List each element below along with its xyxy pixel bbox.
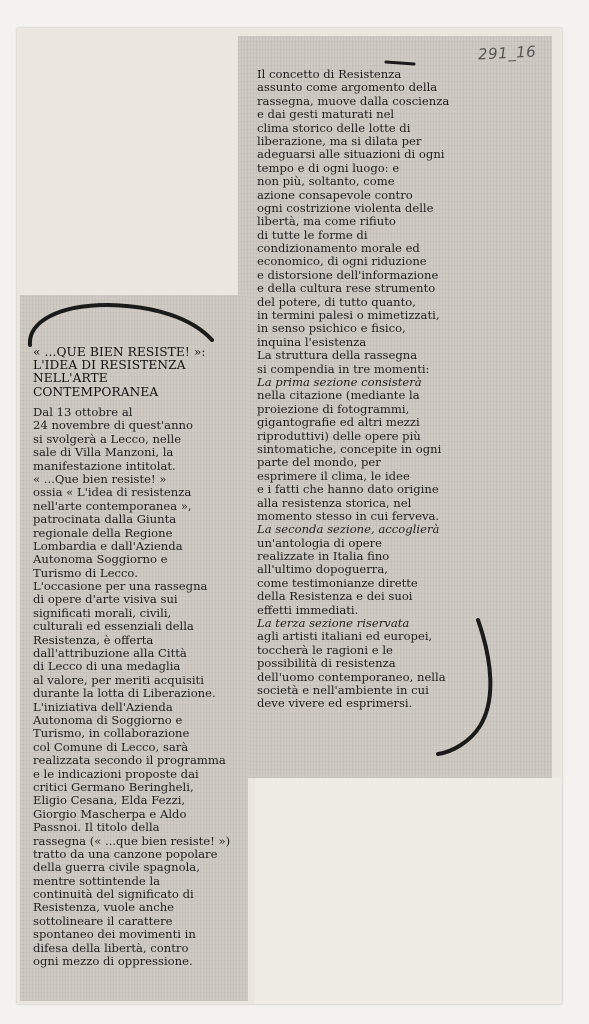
text-line: Resistenza, è offerta xyxy=(33,632,154,647)
text-line: tempo e di ogni luogo: e xyxy=(257,160,400,175)
text-line: Giorgio Mascherpa e Aldo xyxy=(33,806,187,821)
section-heading-line: La terza sezione riservata xyxy=(257,616,410,631)
text-line: si svolgerà a Lecco, nelle xyxy=(33,431,182,446)
text-line: e le indicazioni proposte dai xyxy=(33,766,199,781)
text-line: condizionamento morale ed xyxy=(257,241,420,256)
headline-line: « ...QUE BIEN RESISTE! »: xyxy=(33,345,206,359)
text-line: non più, soltanto, come xyxy=(257,174,395,189)
text-line: culturali ed essenziali della xyxy=(33,619,194,634)
text-line: dell'uomo contemporaneo, nella xyxy=(257,669,446,684)
text-line: nell'arte contemporanea », xyxy=(33,498,192,513)
text-line: Autonoma Soggiorno e xyxy=(33,552,168,567)
text-line: economico, di ogni riduzione xyxy=(257,254,427,269)
text-line: all'ultimo dopoguerra, xyxy=(257,562,388,577)
text-line: tratto da una canzone popolare xyxy=(33,846,218,861)
text-line: e distorsione dell'informazione xyxy=(257,267,439,282)
text-line: ogni mezzo di oppressione. xyxy=(33,954,193,969)
text-line: momento stesso in cui ferveva. xyxy=(257,508,440,523)
text-line: Dal 13 ottobre al xyxy=(33,405,133,419)
text-line: di Lecco di una medaglia xyxy=(33,659,181,674)
text-line: La struttura della rassegna xyxy=(257,348,418,363)
text-line: adeguarsi alle situazioni di ogni xyxy=(257,147,445,162)
text-line: sintomatiche, concepite in ogni xyxy=(257,441,442,456)
text-line: e della cultura rese strumento xyxy=(257,281,436,296)
text-line: L'occasione per una rassegna xyxy=(33,579,208,594)
text-line: manifestazione intitolat. xyxy=(33,458,176,473)
text-line: alla resistenza storica, nel xyxy=(257,495,412,510)
text-line: realizzata secondo il programma xyxy=(33,753,226,768)
text-line: effetti immediati. xyxy=(257,602,359,617)
text-line: assunto come argomento della xyxy=(257,80,438,95)
text-line: della guerra civile spagnola, xyxy=(33,860,200,875)
text-line: Autonoma di Soggiorno e xyxy=(33,712,183,727)
text-line: liberazione, ma si dilata per xyxy=(257,133,422,148)
text-line: rassegna, muove dalla coscienza xyxy=(257,93,450,108)
pencil-bracket-top-left xyxy=(30,305,212,345)
text-line: libertà, ma come rifiuto xyxy=(257,214,396,229)
section-heading-line: La prima sezione consisterà xyxy=(257,374,422,389)
text-line: rassegna (« ...que bien resiste! ») xyxy=(33,833,231,848)
text-line: parte del mondo, per xyxy=(257,455,381,470)
text-line: L'iniziativa dell'Azienda xyxy=(33,699,173,714)
text-line: Turismo di Lecco. xyxy=(33,565,138,580)
text-line: inquina l'esistenza xyxy=(257,334,367,349)
text-line: Turismo, in collaborazione xyxy=(33,726,190,741)
text-line: critici Germano Beringheli, xyxy=(33,779,194,794)
headline-line: CONTEMPORANEA xyxy=(33,384,159,399)
text-line: sottolineare il carattere xyxy=(33,913,173,928)
text-line: Resistenza, vuole anche xyxy=(33,900,175,915)
text-line: al valore, per meriti acquisiti xyxy=(33,672,204,687)
text-line: col Comune di Lecco, sarà xyxy=(33,739,189,754)
text-line: proiezione di fotogrammi, xyxy=(257,401,410,416)
headline-line: L'IDEA DI RESISTENZA xyxy=(33,358,186,373)
text-line: mentre sottintende la xyxy=(33,873,161,888)
text-line: di opere d'arte visiva sui xyxy=(33,592,178,607)
text-line: 24 novembre di quest'anno xyxy=(33,418,193,433)
text-line: società e nell'ambiente in cui xyxy=(257,682,429,697)
text-line: realizzate in Italia fino xyxy=(257,549,390,564)
handwritten-archive-number: 291_16 xyxy=(477,42,537,64)
text-line: significati morali, civili, xyxy=(33,605,172,620)
text-line: e i fatti che hanno dato origine xyxy=(257,482,439,497)
text-line: dall'attribuzione alla Città xyxy=(33,646,187,661)
text-line: possibilità di resistenza xyxy=(257,656,396,671)
text-line: della Resistenza e dei suoi xyxy=(257,589,413,604)
text-line: regionale della Regione xyxy=(33,525,173,540)
text-line: spontaneo dei movimenti in xyxy=(33,927,196,942)
text-line: clima storico delle lotte di xyxy=(257,120,411,135)
text-line: durante la lotta di Liberazione. xyxy=(33,686,216,701)
text-line: patrocinata dalla Giunta xyxy=(33,512,177,527)
headline-line: NELL'ARTE xyxy=(33,371,108,386)
text-line: esprimere il clima, le idee xyxy=(257,468,410,483)
text-line: e dai gesti maturati nel xyxy=(257,107,395,122)
text-line: agli artisti italiani ed europei, xyxy=(257,629,433,644)
text-line: ogni costrizione violenta delle xyxy=(257,200,434,215)
text-line: in senso psichico e fisico, xyxy=(257,321,406,336)
text-line: Eligio Cesana, Elda Fezzi, xyxy=(33,793,186,808)
text-line: un'antologia di opere xyxy=(257,535,383,550)
pencil-bracket-right xyxy=(438,620,490,754)
section-heading-line: La seconda sezione, accoglierà xyxy=(257,522,440,537)
text-line: nella citazione (mediante la xyxy=(257,388,420,403)
text-line: difesa della libertà, contro xyxy=(33,940,189,955)
text-line: del potere, di tutto quanto, xyxy=(257,294,416,309)
text-line: continuità del significato di xyxy=(33,887,194,902)
text-line: di tutte le forme di xyxy=(257,227,368,242)
text-line: riproduttivi) delle opere più xyxy=(257,428,421,443)
text-line: si compendia in tre momenti: xyxy=(257,361,430,376)
text-line: Il concetto di Resistenza xyxy=(257,67,402,81)
text-line: « ...Que bien resiste! » xyxy=(33,471,167,486)
text-line: ossia « L'idea di resistenza xyxy=(33,485,192,500)
pencil-dash xyxy=(386,62,414,64)
text-line: azione consapevole contro xyxy=(257,187,413,202)
text-line: toccherà le ragioni e le xyxy=(257,642,393,657)
text-line: come testimonianze dirette xyxy=(257,575,418,590)
text-line: Lombardia e dall'Azienda xyxy=(33,538,183,553)
text-line: deve vivere ed esprimersi. xyxy=(257,696,413,711)
text-line: gigantografie ed altri mezzi xyxy=(257,415,420,430)
text-line: in termini palesi o mimetizzati, xyxy=(257,308,440,323)
text-line: sale di Villa Manzoni, la xyxy=(33,445,174,460)
text-line: Passnoi. Il titolo della xyxy=(33,820,160,835)
